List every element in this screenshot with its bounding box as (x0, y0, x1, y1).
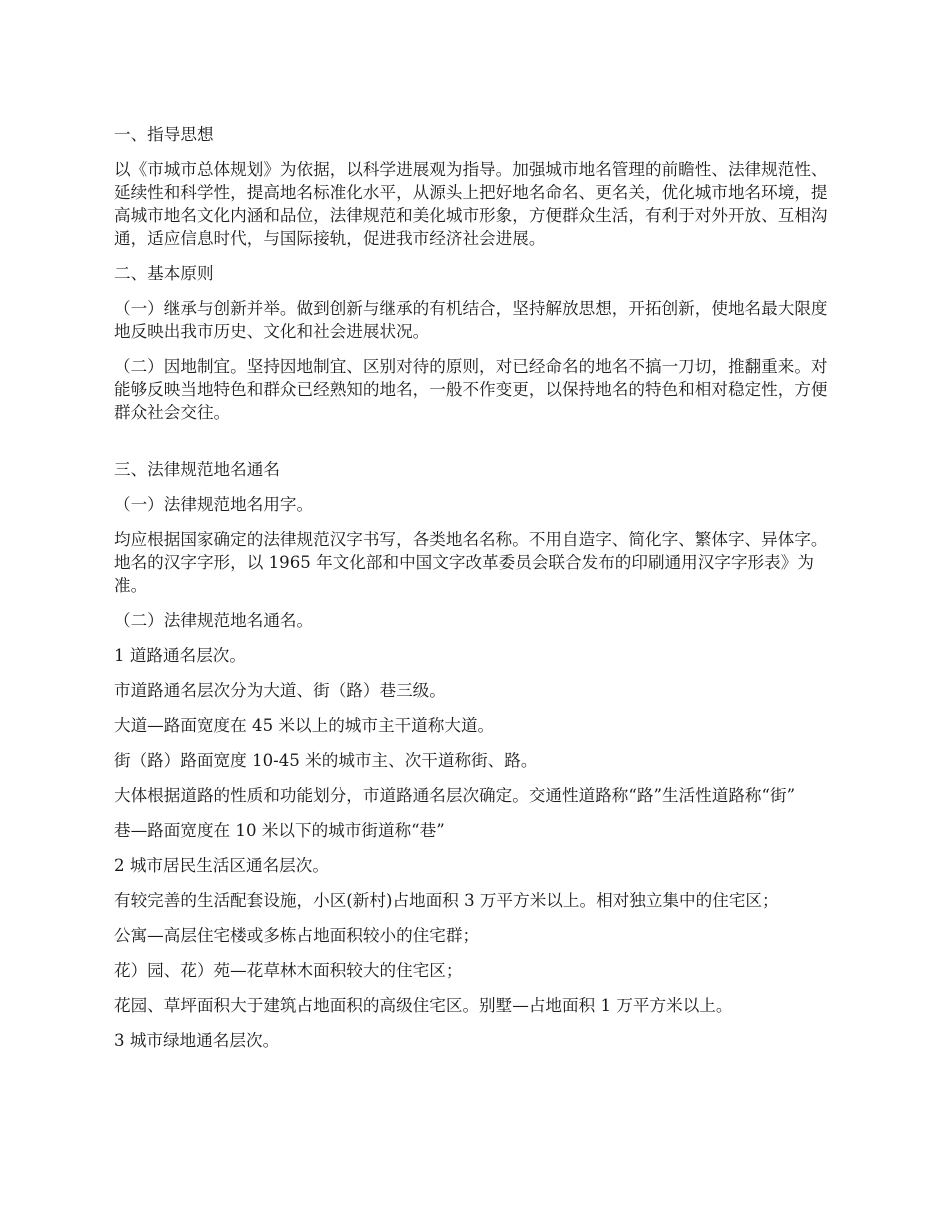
paragraph-residential-community: 有较完善的生活配套设施，小区(新村)占地面积 3 万平方米以上。相对独立集中的住宅区； (114, 891, 779, 910)
subheading-standardize-generic: （二）法律规范地名通名。 (114, 611, 314, 630)
paragraph-principle-1: （一）继承与创新并举。做到创新与继承的有机结合，坚持解放思想，开拓创新，使地名最大限度地反映出我市历史、文化和社会进展状况。 (114, 299, 828, 341)
item-road-levels: 1 道路通名层次。 (114, 646, 246, 665)
heading-basic-principles: 二、基本原则 (114, 264, 214, 283)
paragraph-lane: 巷—路面宽度在 10 米以下的城市街道称“巷” (114, 821, 445, 840)
item-residential-levels: 2 城市居民生活区通名层次。 (114, 856, 329, 875)
heading-guiding-ideology: 一、指导思想 (114, 125, 214, 144)
subheading-standardize-characters: （一）法律规范地名用字。 (114, 495, 314, 514)
paragraph-road-three-levels: 市道路通名层次分为大道、街（路）巷三级。 (114, 681, 446, 700)
paragraph-road-function: 大体根据道路的性质和功能划分，市道路通名层次确定。交通性道路称“路”生活性道路称“街” (114, 786, 796, 805)
paragraph-guiding-ideology: 以《市城市总体规划》为依据，以科学进展观为指导。加强城市地名管理的前瞻性、法律规范性、延续性和科学性，提高地名标准化水平，从源头上把好地名命名、更名关，优化城市地名环境，提高城市地名文化内涵和品位，法律规范和美化城市形象，方便群众生活，有利于对外开放、互相沟通，适应信息时代，与国际接轨，促进我市经济社会进展。 (114, 160, 828, 248)
paragraph-principle-2: （二）因地制宜。坚持因地制宜、区别对待的原则，对已经命名的地名不搞一刀切，推翻重来。对能够反映当地特色和群众已经熟知的地名，一般不作变更，以保持地名的特色和相对稳定性，方便群众社会交往。 (114, 357, 828, 422)
item-green-space-levels: 3 城市绿地通名层次。 (114, 1031, 280, 1050)
paragraph-apartment: 公寓—高层住宅楼或多栋占地面积较小的住宅群； (114, 926, 480, 945)
paragraph-street: 街（路）路面宽度 10-45 米的城市主、次干道称街、路。 (114, 751, 538, 770)
document-body (114, 123, 841, 1064)
paragraph-avenue: 大道—路面宽度在 45 米以上的城市主干道称大道。 (114, 716, 495, 735)
paragraph-garden-estate: 花）园、花）苑—花草林木面积较大的住宅区； (114, 961, 463, 980)
heading-standardize-generic-names: 三、法律规范地名通名 (114, 460, 280, 479)
blank-line (114, 436, 841, 458)
paragraph-character-rules: 均应根据国家确定的法律规范汉字书写，各类地名名称。不用自造字、简化字、繁体字、异体字。地名的汉字字形，以 1965 年文化部和中国文字改革委员会联合发布的印刷通用汉字字形表》为准。 (114, 530, 828, 595)
paragraph-villa: 花园、草坪面积大于建筑占地面积的高级住宅区。别墅—占地面积 1 万平方米以上。 (114, 996, 733, 1015)
